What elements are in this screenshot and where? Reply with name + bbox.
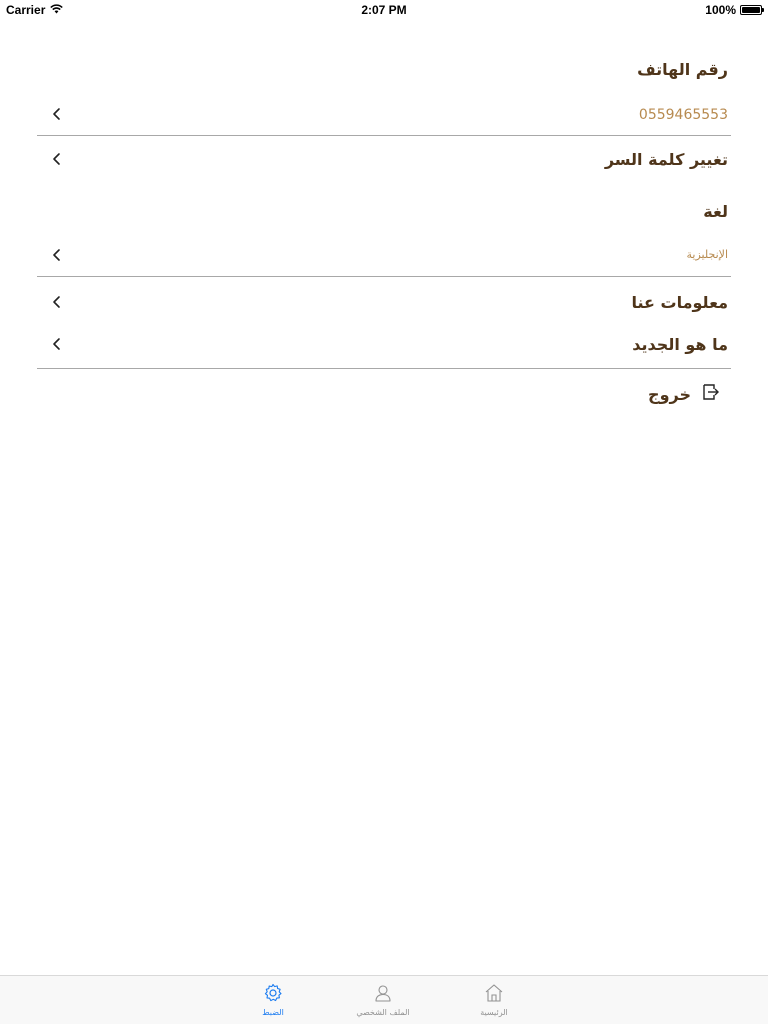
battery-icon [740, 5, 762, 15]
language-value: الإنجليزية [686, 248, 728, 261]
tab-profile-label: الملف الشخصي [356, 1008, 410, 1017]
tab-profile[interactable] [338, 982, 428, 1017]
logout-label: خروج [648, 384, 691, 404]
about-label: معلومات عنا [631, 293, 728, 312]
battery-percent: 100% [705, 3, 736, 17]
chevron-left-icon [51, 107, 63, 121]
phone-value: 0559465553 [638, 107, 728, 123]
about-row[interactable] [37, 277, 731, 323]
change-password-row[interactable] [37, 136, 731, 184]
whats-new-row[interactable] [37, 323, 731, 369]
gear-icon [262, 982, 284, 1004]
chevron-left-icon [51, 337, 63, 351]
status-time: 2:07 PM [361, 3, 407, 17]
logout-row[interactable] [37, 369, 731, 421]
carrier-label: Carrier [6, 3, 46, 17]
home-icon [483, 982, 505, 1004]
language-row[interactable] [37, 184, 731, 277]
logout-icon [701, 383, 719, 405]
battery-fill [742, 7, 760, 13]
whats-new-label: ما هو الجديد [632, 335, 728, 354]
logout-button[interactable] [648, 383, 719, 405]
tab-home-label: الرئيسية [480, 1008, 508, 1017]
phone-title: رقم الهاتف [637, 60, 728, 79]
chevron-left-icon [51, 295, 63, 309]
settings-list [37, 48, 731, 421]
chevron-left-icon [51, 152, 63, 166]
phone-row[interactable] [37, 48, 731, 136]
tab-settings-label: الضبط [262, 1008, 284, 1017]
tab-bar [0, 975, 768, 1024]
language-title: لغة [703, 202, 728, 221]
person-icon [372, 982, 394, 1004]
chevron-left-icon [51, 248, 63, 262]
change-password-label: تغيير كلمة السر [604, 150, 728, 169]
status-bar [0, 0, 768, 20]
status-right [705, 3, 762, 17]
tab-settings[interactable] [228, 982, 318, 1017]
tab-home[interactable] [449, 982, 539, 1017]
